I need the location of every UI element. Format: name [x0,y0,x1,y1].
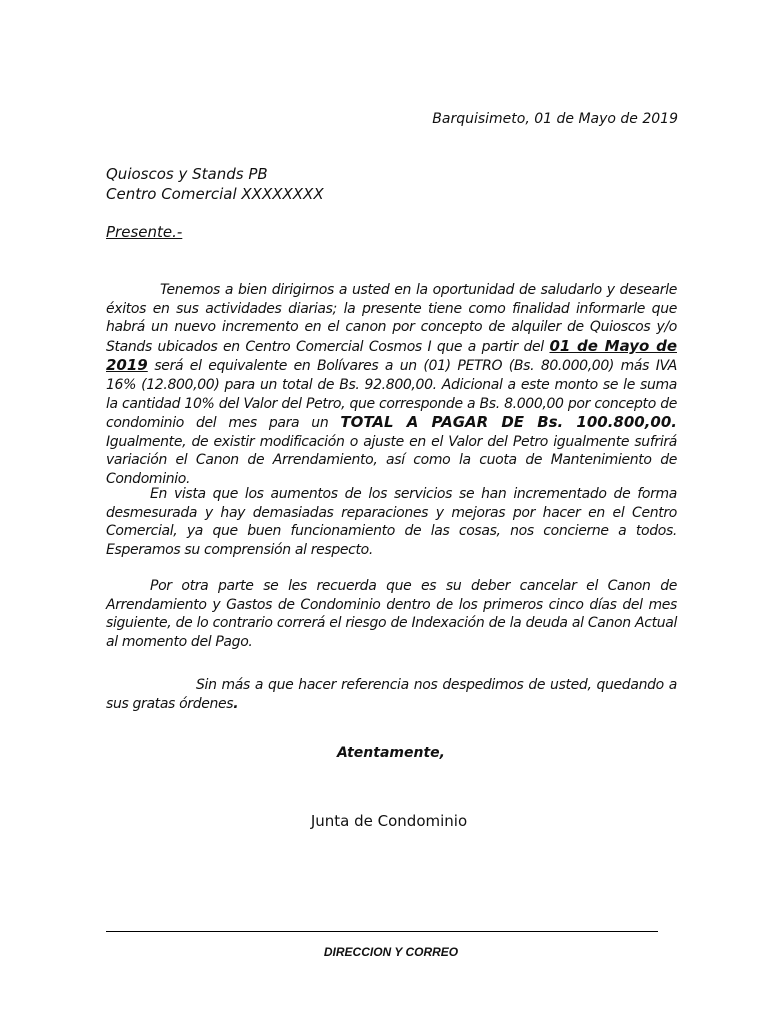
effective-date-highlight: 01 de Mayo de 2019 [106,336,677,375]
paragraph-rent-increase [106,281,677,489]
paragraph-4-text: Sin más a que hacer referencia nos despedimos de usted, quedando a sus gratas órdenes [106,677,677,712]
letter-date: Barquisimeto, 01 de Mayo de 2019 [432,111,678,127]
signatory-name: Junta de Condominio [310,812,468,830]
paragraph-services [106,485,677,559]
paragraph-2-text: En vista que los aumentos de los servicios se han incrementado de forma desmesurada y hay demasiadas reparaciones y mejoras por hacer en el Centro Comercial, ya que buen funcionamiento de las cosas, nos concierne a todos. Esperamos su comprensión al respecto. [106,486,677,558]
recipient-name: Quioscos y Stands PB [106,165,268,183]
paragraph-1-part-2: será el equivalente en Bolívares a un (01) PETRO (Bs. 80.000,00) más IVA 16% (12.800,00) para un total de Bs. 92.800,00. Adicional a este monto se le suma la cantidad 10% del Valor del Petro, que corresponde a Bs. 8.000,00 por concepto de condominio del mes para un [106,358,677,432]
closing-phrase: Atentamente, [337,745,445,761]
paragraph-1-part-3: Igualmente, de existir modificación o ajuste en el Valor del Petro igualmente sufrirá variación el Canon de Arrendamiento, así como la cuota de Mantenimiento de Condominio. [106,433,677,487]
paragraph-3-text: Por otra parte se les recuerda que es su deber cancelar el Canon de Arrendamiento y Gastos de Condominio dentro de los primeros cinco días del mes siguiente, de lo contrario correrá el riesgo de Indexación de la deuda al Canon Actual al momento del Pago. [106,578,677,650]
paragraph-4-period: . [233,695,239,712]
paragraph-payment-reminder [106,577,677,651]
recipient-address: Centro Comercial XXXXXXXX [106,185,324,203]
paragraph-1-part-1: Tenemos a bien dirigirnos a usted en la oportunidad de saludarlo y desearle éxitos en sus actividades diarias; la presente tiene como finalidad informarle que habrá un nuevo incremento en el canon por concepto de alquiler de Quioscos y/o Stands ubicados en Centro Comercial Cosmos I que a partir del [106,282,677,355]
total-to-pay-highlight: TOTAL A PAGAR DE Bs. 100.800,00. [340,413,677,432]
footer-address-email: DIRECCION Y CORREO [323,945,459,959]
signature-line [106,931,658,932]
paragraph-farewell [106,676,677,713]
recipient-block [106,164,324,204]
salutation: Presente.- [106,223,183,241]
